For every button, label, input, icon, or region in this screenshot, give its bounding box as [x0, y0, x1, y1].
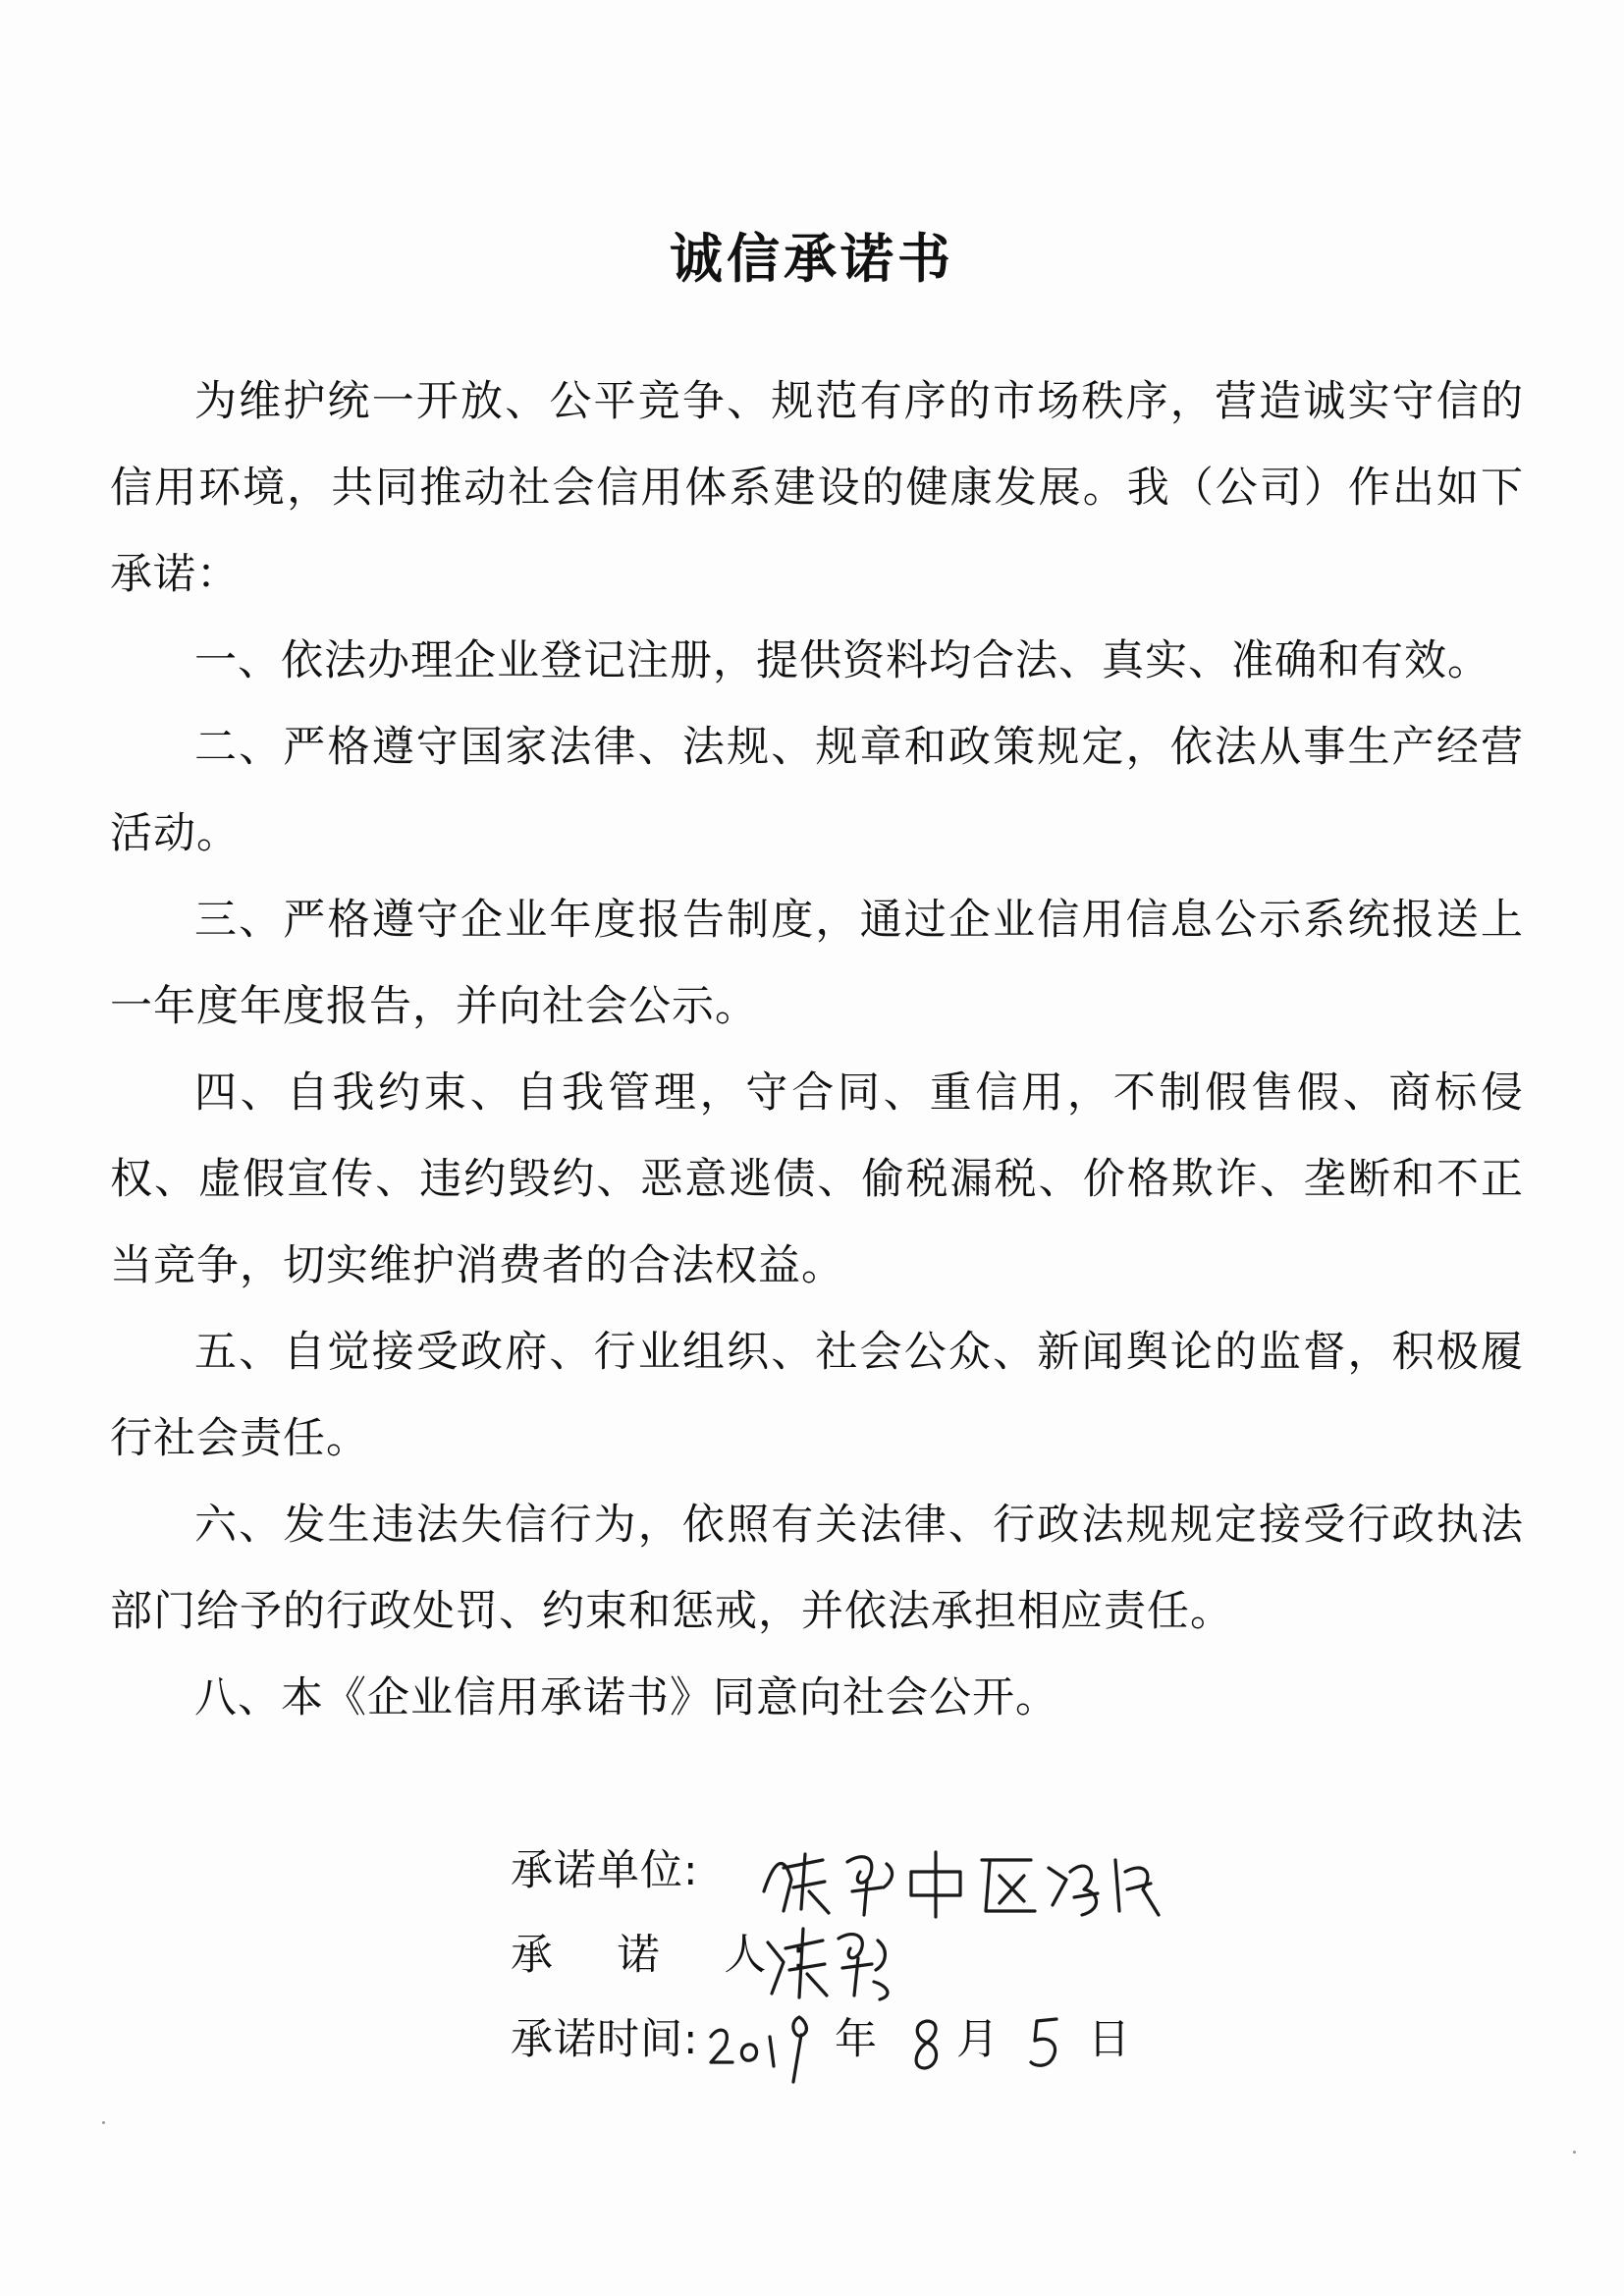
- signature-person-row: [511, 1913, 1394, 1997]
- paragraph-item-2: 二、严格遵守国家法律、法规、规章和政策规定，依法从事生产经营活动。: [110, 723, 1524, 858]
- document-title: 诚信承诺书: [670, 228, 954, 290]
- date-month-unit: 月: [956, 2015, 999, 2064]
- handwritten-date-month: [905, 2011, 954, 2080]
- signature-block: [511, 1829, 1394, 2082]
- date-day-unit: 日: [1088, 2015, 1130, 2064]
- document-body: [110, 358, 1524, 1741]
- scan-speck: [1573, 2151, 1576, 2154]
- date-year-unit: 年: [835, 2015, 877, 2064]
- handwritten-person-signature: [756, 1913, 913, 2001]
- handwritten-date-day: [1021, 2011, 1070, 2080]
- paragraph-item-1: 一、依法办理企业登记注册，提供资料均合法、真实、准确和有效。: [194, 636, 1490, 685]
- scan-speck: [102, 2121, 105, 2124]
- signature-unit-label: 承诺单位:: [511, 1846, 699, 1895]
- paragraph-item-4: 四、自我约束、自我管理，守合同、重信用，不制假售假、商标侵权、虚假宣传、违约毁约、恶意逃债、偷税漏税、价格欺诈、垄断和不正当竞争，切实维护消费者的合法权益。: [110, 1068, 1524, 1290]
- signature-person-label: 承 诺 人:: [511, 1931, 832, 1980]
- paragraph-item-5: 五、自觉接受政府、行业组织、社会公众、新闻舆论的监督，积极履行社会责任。: [110, 1328, 1524, 1463]
- signature-date-label: 承诺时间:: [511, 2015, 699, 2064]
- paragraph-item-6: 六、发生违法失信行为，依照有关法律、行政法规规定接受行政执法部门给予的行政处罚、约束和惩戒，并依法承担相应责任。: [110, 1501, 1524, 1636]
- signature-date-row: [511, 1997, 1394, 2082]
- handwritten-unit-signature: [754, 1832, 1166, 1921]
- paragraph-item-8: 八、本《企业信用承诺书》同意向社会公开。: [194, 1673, 1058, 1722]
- handwritten-date-year: [705, 2007, 842, 2086]
- signature-unit-row: [511, 1829, 1394, 1913]
- paragraph-intro: 为维护统一开放、公平竞争、规范有序的市场秩序，营造诚实守信的信用环境，共同推动社会信用体系建设的健康发展。我（公司）作出如下承诺：: [110, 377, 1524, 599]
- paragraph-item-3: 三、严格遵守企业年度报告制度，通过企业信用信息公示系统报送上一年度年度报告，并向社会公示。: [110, 896, 1524, 1031]
